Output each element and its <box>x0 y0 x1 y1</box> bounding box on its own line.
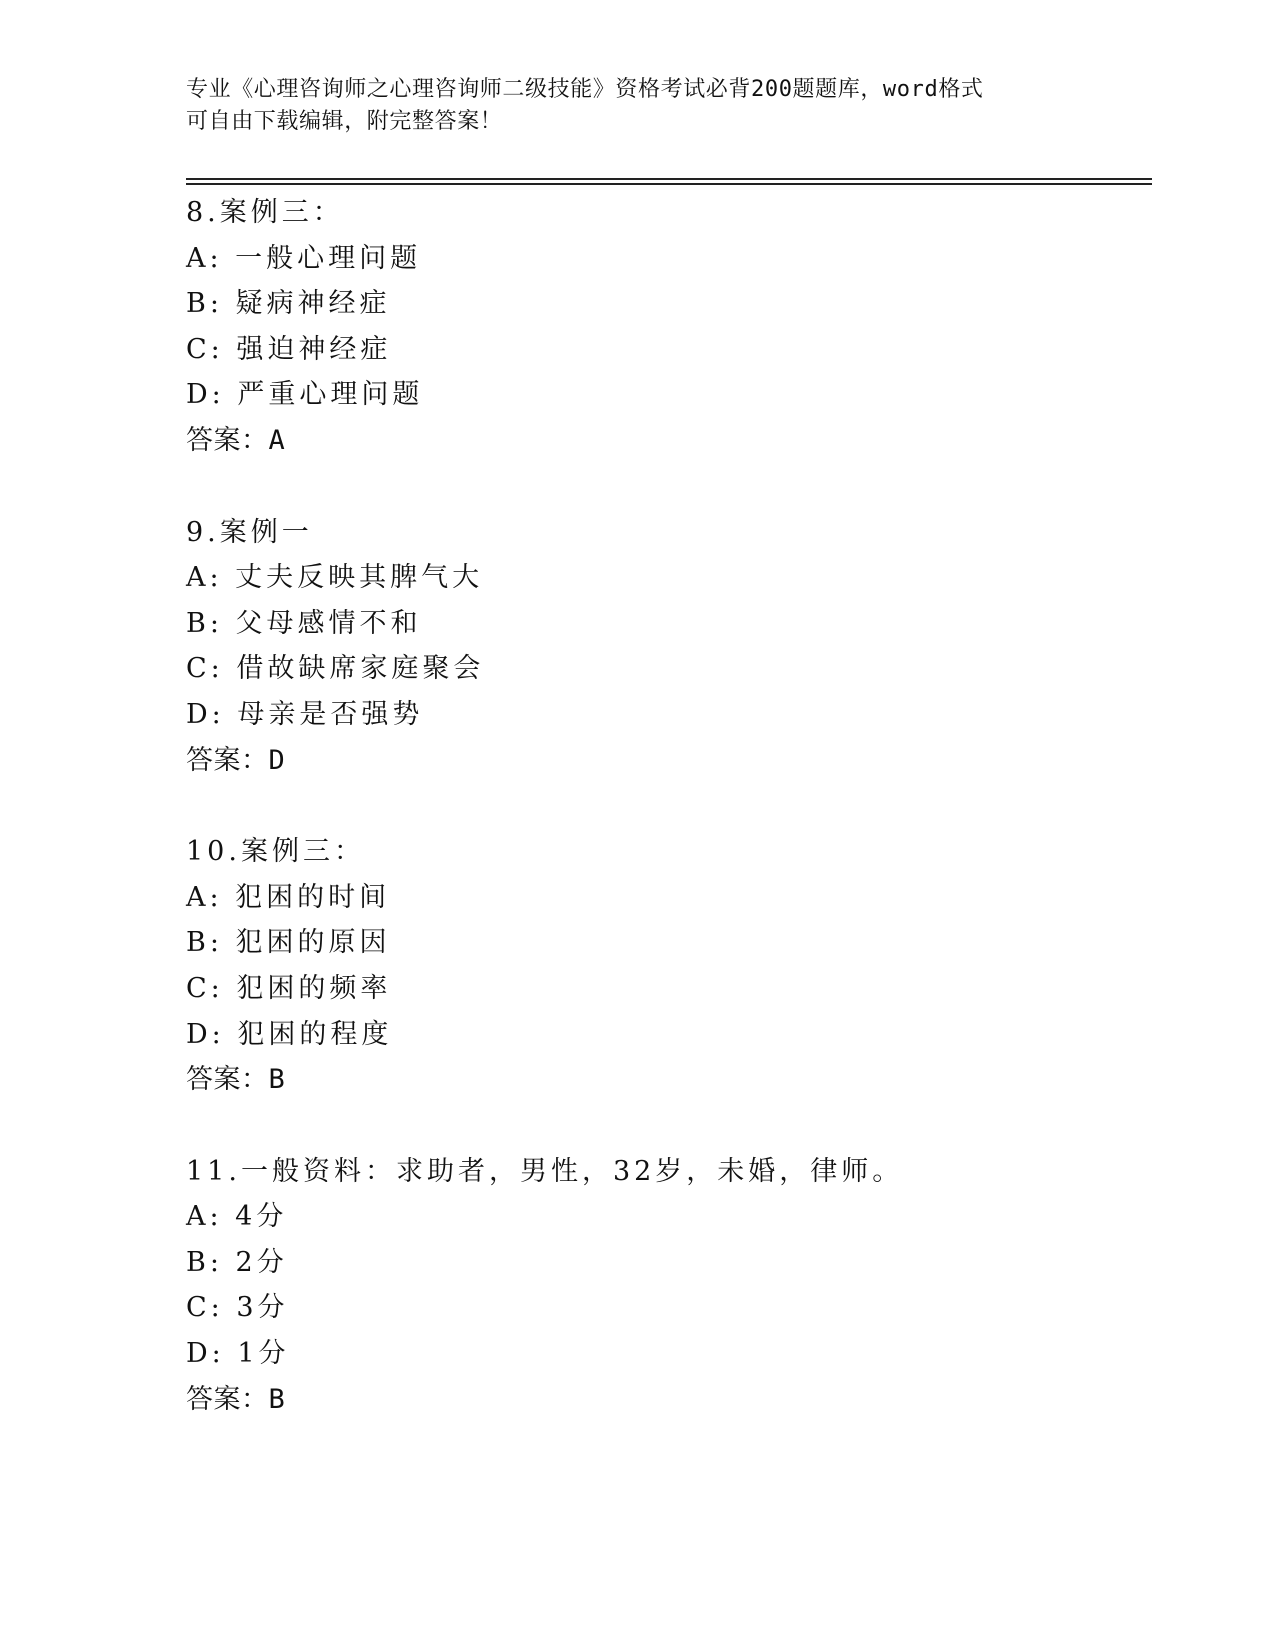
question-10 <box>186 829 1152 1103</box>
option-d: D: 严重心理问题 <box>186 379 424 411</box>
option-c: C: 借故缺席家庭聚会 <box>186 653 485 685</box>
option-a: A: 犯困的时间 <box>186 881 391 913</box>
option-c: C: 强迫神经症 <box>186 333 392 365</box>
document-header <box>186 74 1086 138</box>
option-c: C: 犯困的频率 <box>186 972 392 1004</box>
answer: 答案：D <box>186 744 286 776</box>
option-b: B: 父母感情不和 <box>186 607 422 639</box>
question-title: 11.一般资料：求助者，男性，32岁，未婚，律师。 <box>186 1155 904 1187</box>
header-line-2: 可自由下载编辑，附完整答案！ <box>186 109 503 134</box>
option-c: C: 3分 <box>186 1292 289 1324</box>
answer: 答案：B <box>186 1383 286 1415</box>
question-list <box>186 190 1152 1468</box>
header-line-1: 专业《心理咨询师之心理咨询师二级技能》资格考试必背200题题库，word格式 <box>186 77 984 102</box>
option-d: D: 犯困的程度 <box>186 1018 393 1050</box>
answer: 答案：A <box>186 424 286 456</box>
question-9 <box>186 510 1152 784</box>
answer: 答案：B <box>186 1064 286 1096</box>
option-a: A: 4分 <box>186 1201 288 1233</box>
option-b: B: 疑病神经症 <box>186 288 391 320</box>
option-b: B: 2分 <box>186 1246 288 1278</box>
question-title: 10.案例三： <box>186 836 365 868</box>
option-a: A: 一般心理问题 <box>186 242 422 274</box>
option-b: B: 犯困的原因 <box>186 927 391 959</box>
question-title: 8.案例三： <box>186 197 344 228</box>
question-8 <box>186 190 1152 464</box>
header-divider-top <box>186 178 1152 180</box>
header-divider-bottom <box>186 183 1152 185</box>
option-d: D: 母亲是否强势 <box>186 698 424 730</box>
question-11 <box>186 1149 1152 1423</box>
option-a: A: 丈夫反映其脾气大 <box>186 562 484 594</box>
option-d: D: 1分 <box>186 1338 290 1370</box>
question-title: 9.案例一 <box>186 516 313 548</box>
